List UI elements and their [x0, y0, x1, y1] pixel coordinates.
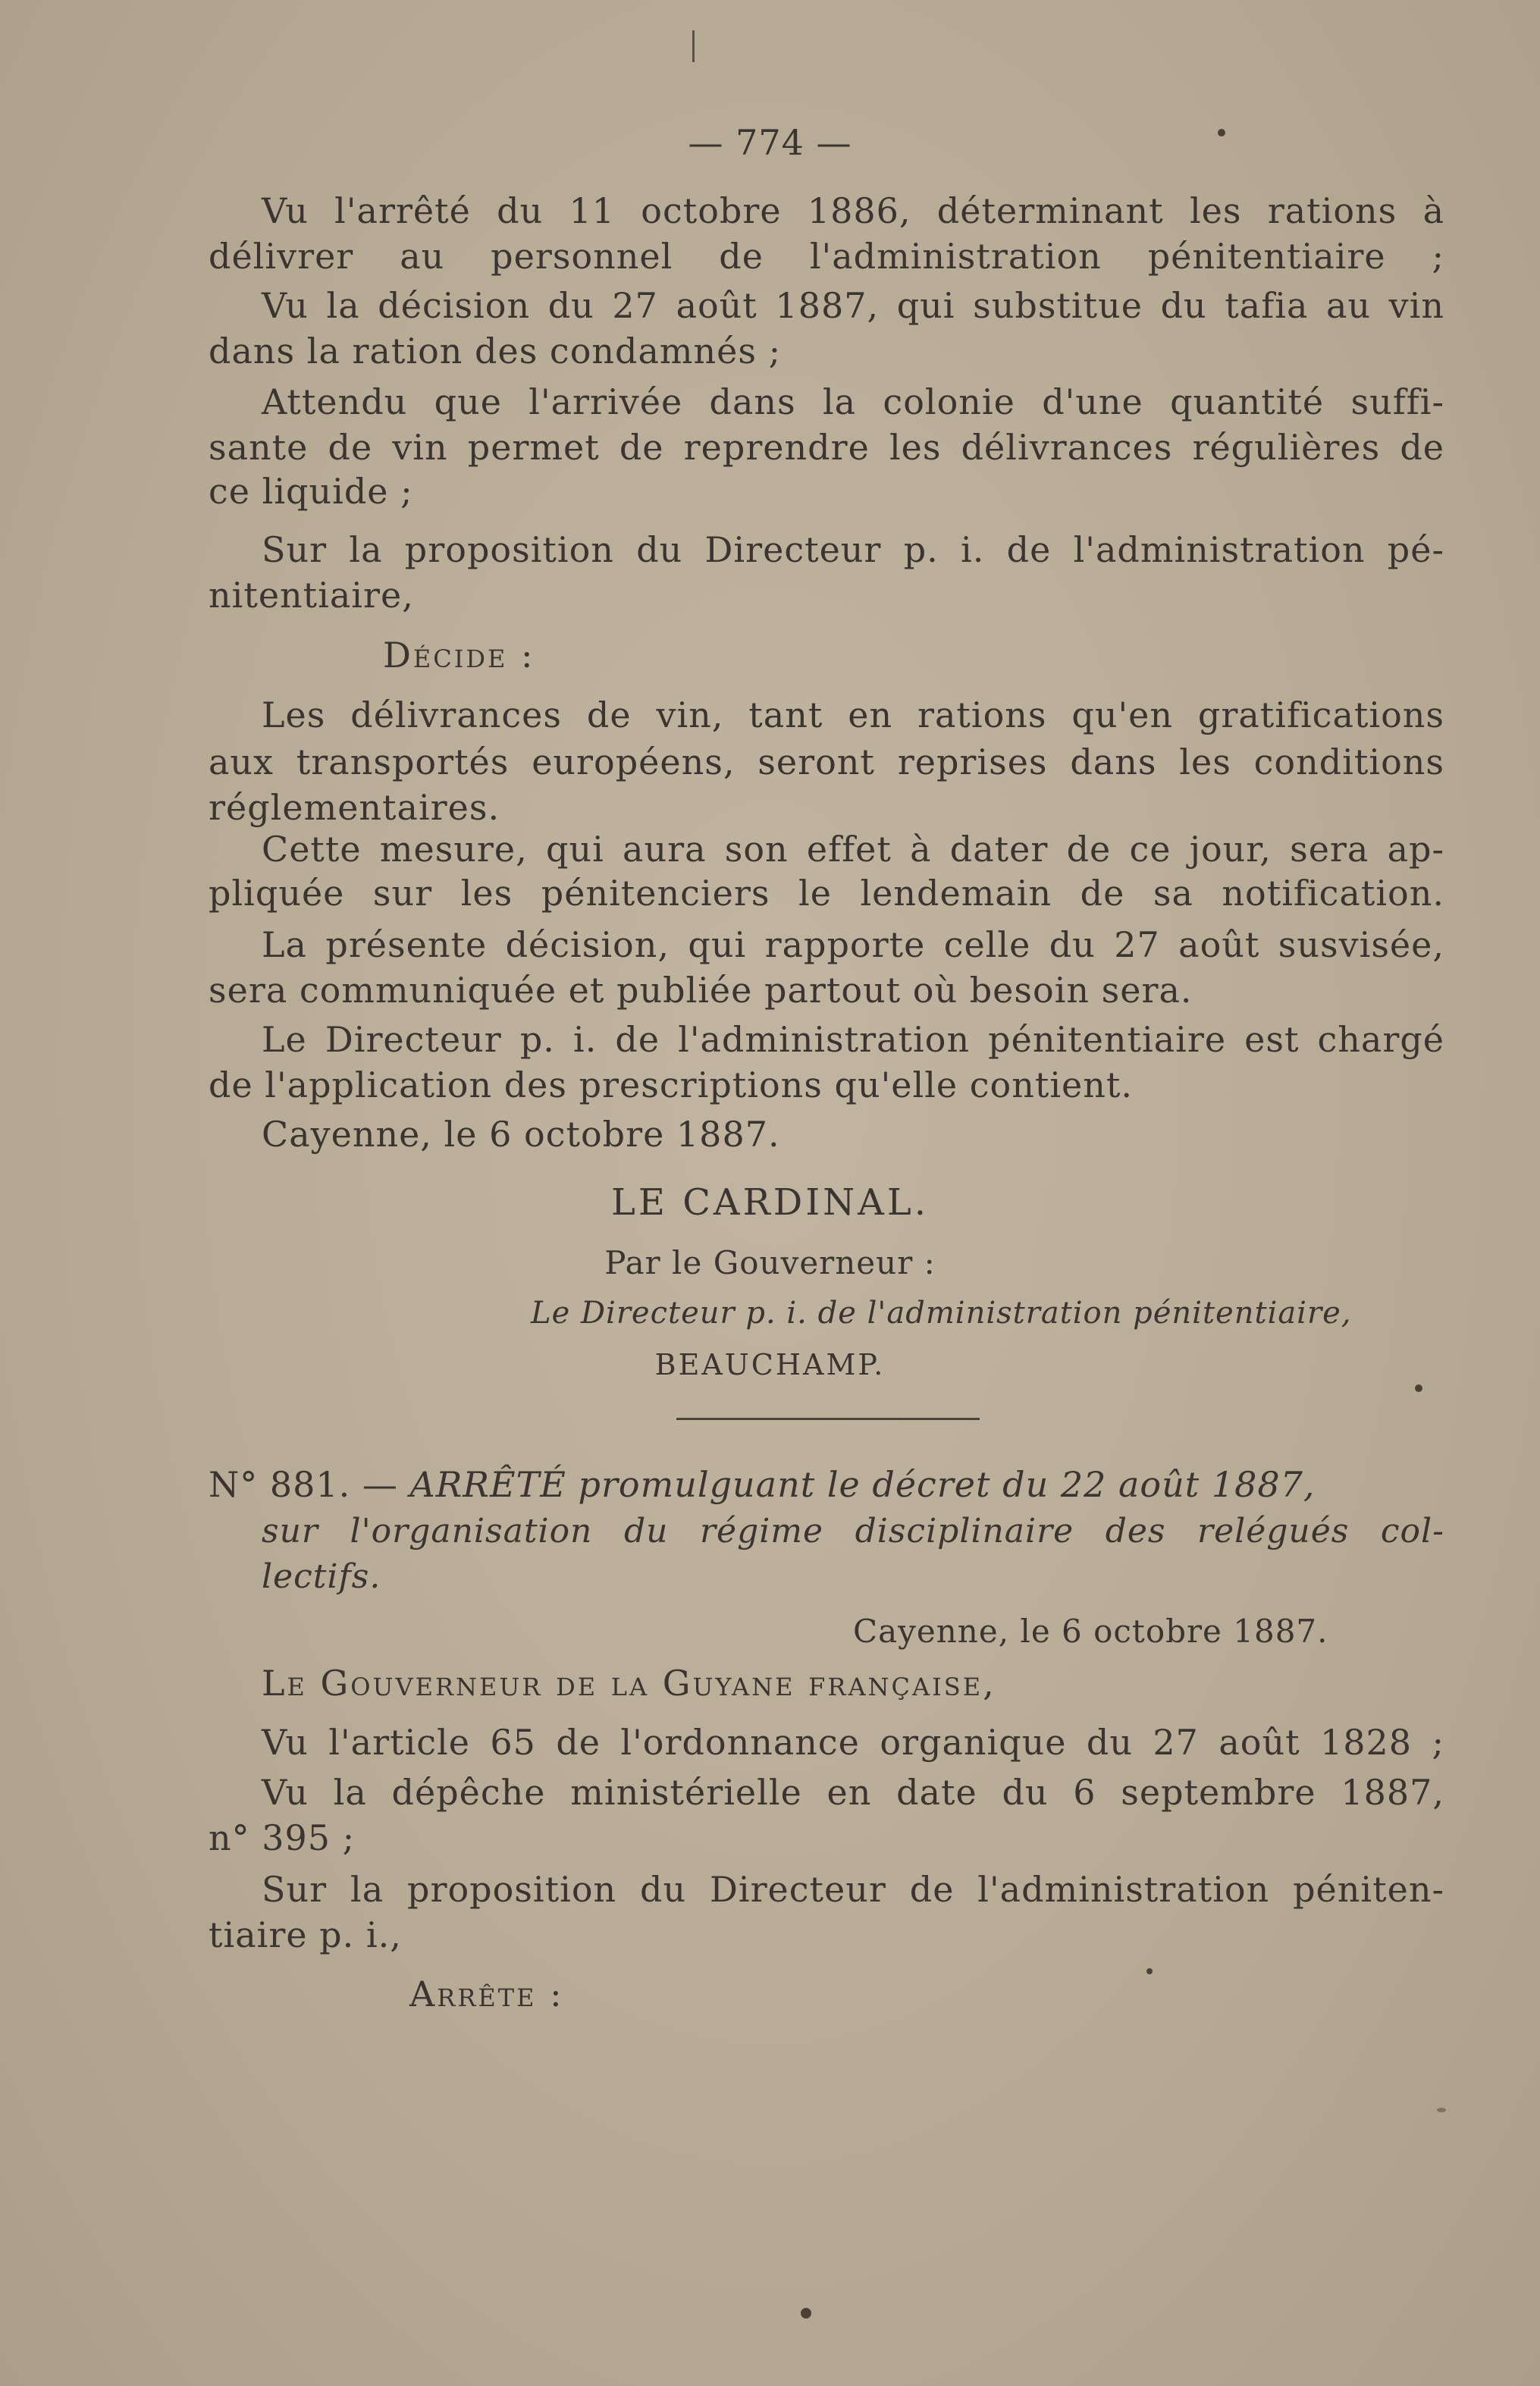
decree-date: Cayenne, le 6 octobre 1887.: [853, 1613, 1328, 1650]
text-line: La présente décision, qui rapporte celle du 27 août susvisée,: [262, 924, 1444, 965]
text-line: Cette mesure, qui aura son effet à dater de ce jour, sera ap-: [262, 829, 1444, 870]
text-line: Vu l'arrêté du 11 octobre 1886, déterminant les rations à: [262, 190, 1444, 231]
text-line: nitentiaire,: [209, 575, 414, 616]
signature-line: Par le Gouverneur :: [604, 1244, 936, 1281]
text-line: n° 395 ;: [209, 1817, 356, 1858]
decision-heading: Décide :: [383, 635, 535, 676]
date-line: Cayenne, le 6 octobre 1887.: [262, 1114, 780, 1155]
ink-spot: [801, 2308, 811, 2319]
text-line: Le Gouverneur de la Guyane française,: [262, 1663, 996, 1704]
text-line: Les délivrances de vin, tant en rations qu'en gratifications: [262, 694, 1444, 735]
text-line: réglementaires.: [209, 787, 500, 828]
text-line: aux transportés européens, seront reprises dans les conditions: [209, 742, 1444, 782]
text-line: dans la ration des condamnés ;: [209, 331, 782, 372]
signature-name: BEAUCHAMP.: [654, 1348, 886, 1381]
page-number: — 774 —: [688, 122, 852, 163]
ink-spot: [1218, 129, 1225, 136]
text-line: Sur la proposition du Directeur de l'administration péniten-: [262, 1869, 1444, 1910]
decree-number: N° 881. —: [209, 1464, 410, 1505]
decree-title-line: sur l'organisation du régime disciplinaire des relégués col-: [262, 1512, 1444, 1550]
signature-line: Le Directeur p. i. de l'administration pénitentiaire,: [531, 1296, 1352, 1331]
text-line: Sur la proposition du Directeur p. i. de l'administration pé-: [262, 529, 1444, 570]
margin-mark: [692, 30, 695, 62]
text-line: délivrer au personnel de l'administration pénitentiaire ;: [209, 236, 1444, 277]
text-line: Le Directeur p. i. de l'administration pénitentiaire est chargé: [262, 1019, 1444, 1060]
text-line: Vu la décision du 27 août 1887, qui substitue du tafia au vin: [262, 285, 1444, 326]
text-line: Vu la dépêche ministérielle en date du 6 septembre 1887,: [262, 1772, 1444, 1813]
text-line: tiaire p. i.,: [209, 1914, 402, 1955]
ink-spot: [1437, 2108, 1446, 2112]
decree-title: ARRÊTÉ promulguant le décret du 22 août 1887,: [409, 1464, 1316, 1505]
decree-arrete-heading: Arrête :: [409, 1974, 564, 2014]
section-divider: [676, 1418, 980, 1420]
decree-heading: [209, 1463, 1316, 1506]
decree-title-line: lectifs.: [262, 1557, 381, 1596]
text-line: ce liquide ;: [209, 471, 413, 512]
ink-spot: [1146, 1968, 1153, 1974]
text-line: sante de vin permet de reprendre les délivrances régulières de: [209, 427, 1444, 468]
text-line: de l'application des prescriptions qu'elle contient.: [209, 1064, 1133, 1105]
text-line: pliquée sur les pénitenciers le lendemain de sa notification.: [209, 873, 1444, 914]
ink-spot: [1415, 1384, 1422, 1392]
text-line: Attendu que l'arrivée dans la colonie d'une quantité suffi-: [262, 381, 1444, 422]
text-line: sera communiquée et publiée partout où besoin sera.: [209, 970, 1193, 1011]
text-line: Vu l'article 65 de l'ordonnance organique du 27 août 1828 ;: [262, 1722, 1444, 1763]
signature-name: LE CARDINAL.: [611, 1181, 929, 1224]
